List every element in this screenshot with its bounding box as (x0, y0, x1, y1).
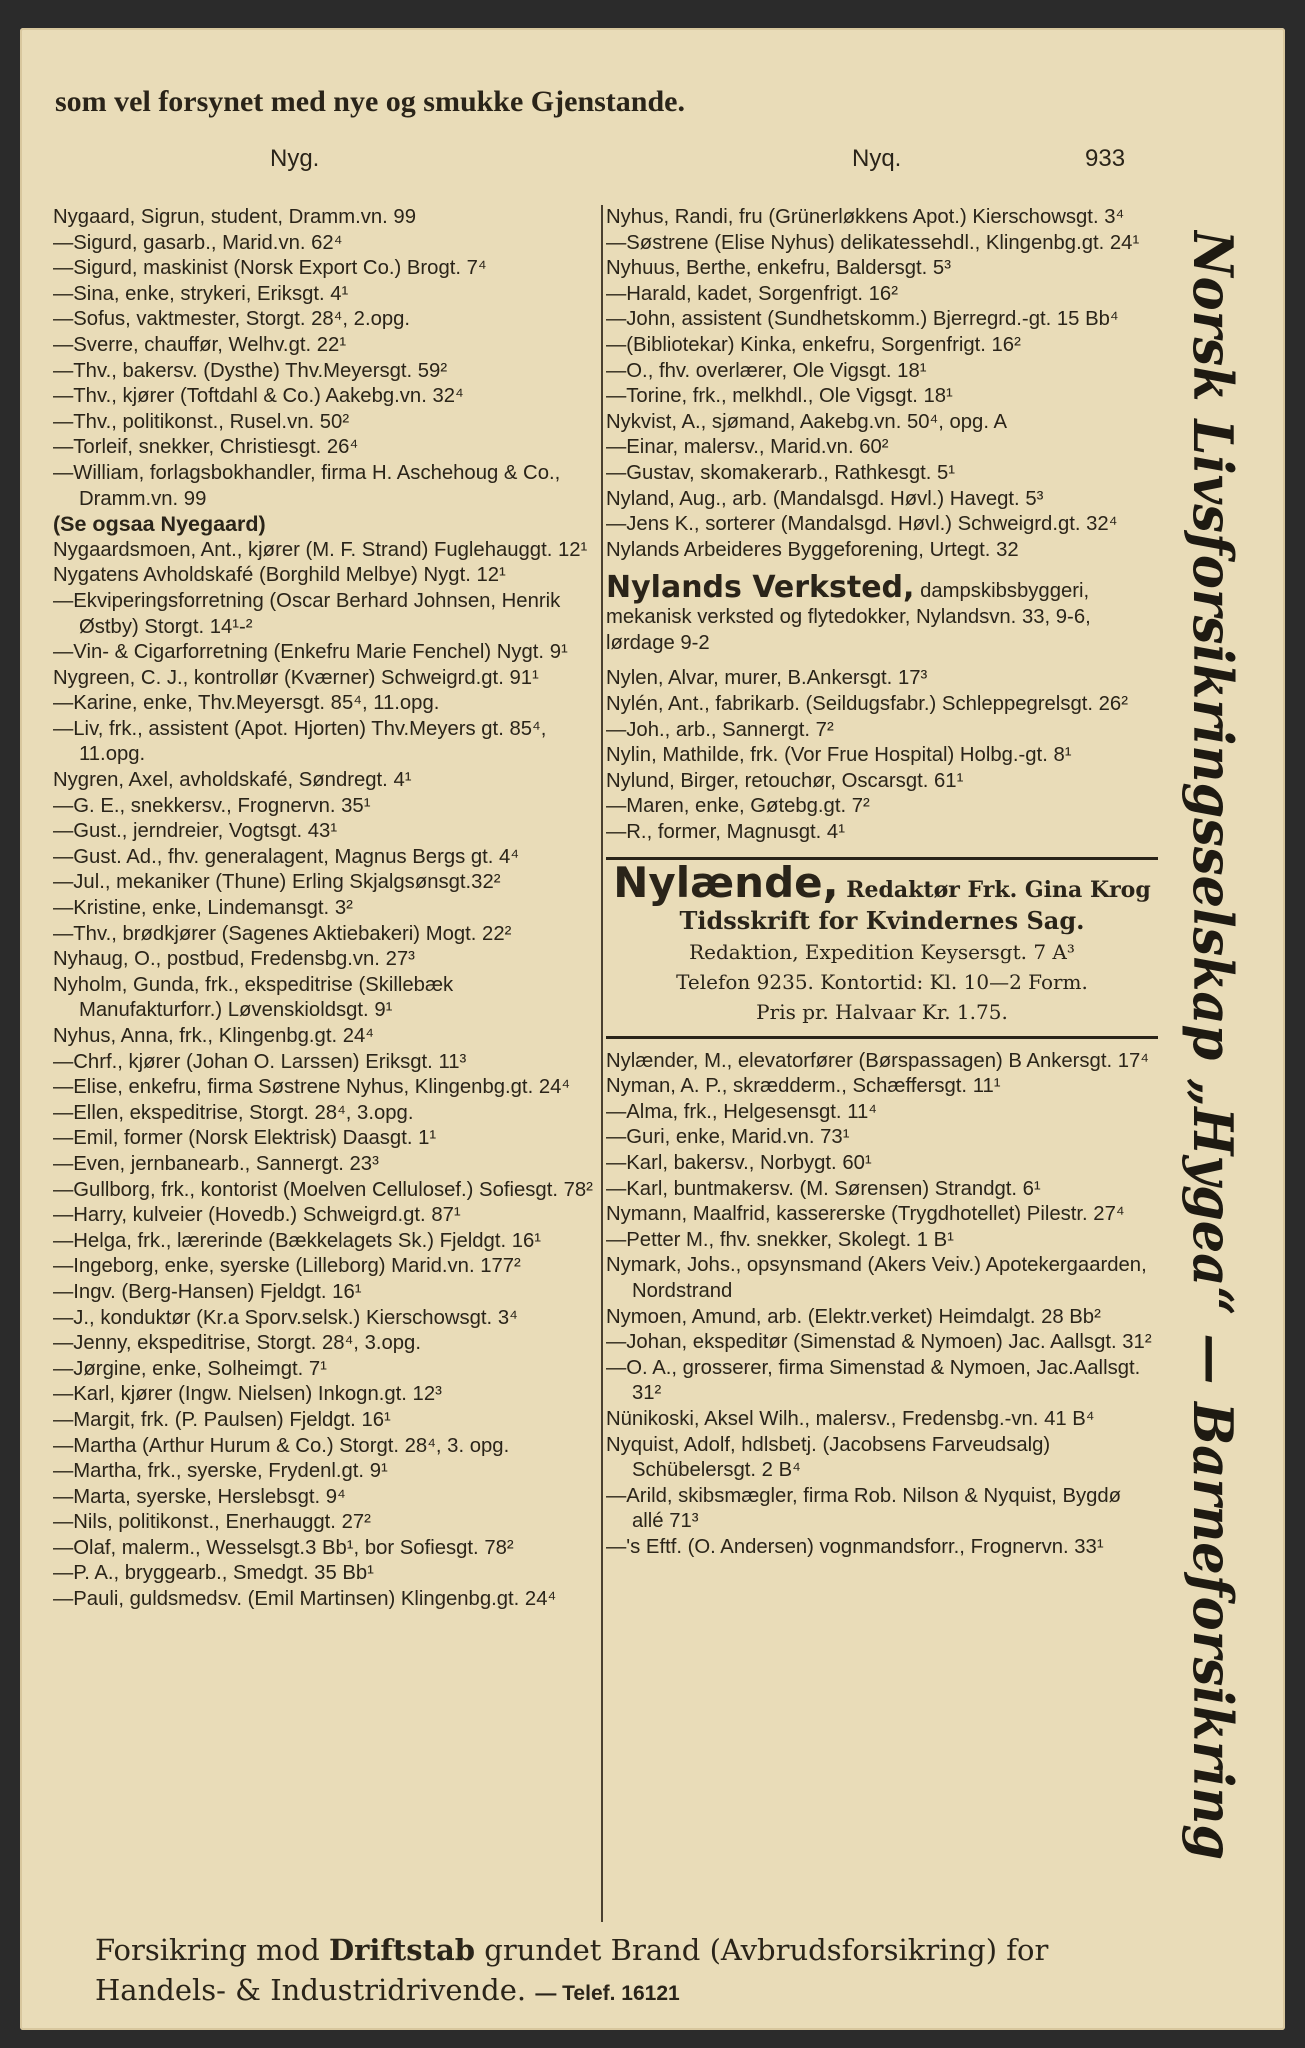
ad-subtitle: Tidsskrift for Kvindernes Sag. (679, 906, 1085, 936)
directory-entry: Nymoen, Amund, arb. (Elektr.verket) Heimdalgt. 28 Bb² (606, 1305, 1101, 1328)
ad-editor: Redaktør Frk. Gina Krog (846, 877, 1151, 904)
directory-entry: Nygaard, Sigrun, student, Dramm.vn. 99 (53, 206, 416, 228)
directory-entry: —Chrf., kjører (Johan O. Larssen) Eriksgt. 11³ (53, 1050, 467, 1073)
directory-entry: —O. A., grosserer, firma Simenstad & Nymoen, Jac.Aallsgt. 31² (606, 1356, 1141, 1405)
directory-entry: —Petter M., fhv. snekker, Skolegt. 1 B¹ (606, 1228, 954, 1251)
directory-entry: —R., former, Magnusgt. 4¹ (606, 820, 845, 843)
directory-entry: —Thv., brødkjører (Sagenes Aktiebakeri) Mogt. 22² (53, 922, 512, 945)
directory-entry: —Maren, enke, Gøtebg.gt. 7² (606, 795, 870, 818)
directory-entry: —Jul., mekaniker (Thune) Erling Skjalgsønsgt.32² (53, 871, 501, 894)
directory-entry: —Ingeborg, enke, syerske (Lilleborg) Marid.vn. 177² (53, 1255, 521, 1278)
directory-entry: —John, assistent (Sundhetskomm.) Bjerregrd.-gt. 15 Bb⁴ (606, 308, 1119, 331)
directory-entry: —Elise, enkefru, firma Søstrene Nyhus, Klingenbg.gt. 24⁴ (53, 1076, 571, 1099)
directory-entry: —William, forlagsbokhandler, firma H. Aschehoug & Co., Dramm.vn. 99 (53, 461, 561, 510)
directory-entry: Nylands Arbeideres Byggeforening, Urtegt. 32 (606, 538, 1019, 561)
directory-entry: —Harald, kadet, Sorgenfrigt. 16² (606, 282, 898, 305)
directory-entry: Nünikoski, Aksel Wilh., malersv., Fredensbg.-vn. 41 B⁴ (606, 1407, 1095, 1430)
directory-entry: Nygreen, C. J., kontrollør (Kværner) Schweigrd.gt. 91¹ (53, 666, 539, 689)
directory-entry: —Even, jernbanearb., Sannergt. 23³ (53, 1152, 379, 1175)
nylaende-advertisement (606, 857, 1158, 1038)
directory-entry: —Einar, malersv., Marid.vn. 60² (606, 436, 889, 459)
top-advertisement: som vel forsynet med nye og smukke Gjenstande. (55, 85, 685, 118)
bottom-ad-bold: Driftstab (328, 1933, 476, 1967)
directory-entry: —Sigurd, gasarb., Marid.vn. 62⁴ (53, 231, 343, 254)
page-number: 933 (1085, 145, 1126, 172)
directory-entry: —(Bibliotekar) Kinka, enkefru, Sorgenfrigt. 16² (606, 333, 1021, 356)
directory-entry: Nylund, Birger, retouchør, Oscarsgt. 61¹ (606, 769, 964, 792)
directory-entry: —Martha (Arthur Hurum & Co.) Storgt. 28⁴, 3. opg. (53, 1434, 510, 1457)
directory-entry: —Karl, bakersv., Norbygt. 60¹ (606, 1152, 872, 1175)
directory-entry: —Jens K., sorterer (Mandalsgd. Høvl.) Schweigrd.gt. 32⁴ (606, 513, 1118, 536)
directory-entry: —Nils, politikonst., Enerhauggt. 27² (53, 1511, 371, 1534)
directory-entry: —Sina, enke, strykeri, Eriksgt. 4¹ (53, 282, 349, 305)
directory-entry: —Ekviperingsforretning (Oscar Berhard Johnsen, Henrik Østby) Storgt. 14¹-² (53, 589, 561, 638)
directory-entry: —Sofus, vaktmester, Storgt. 28⁴, 2.opg. (53, 308, 411, 331)
header-left: Nyg. (270, 145, 320, 172)
directory-entry: —Sverre, chauffør, Welhv.gt. 22¹ (53, 333, 347, 356)
directory-entry: —Jenny, ekspeditrise, Storgt. 28⁴, 3.opg. (53, 1332, 421, 1355)
column-divider (601, 205, 603, 1922)
big-entry-name: Nylands Verksted, (606, 570, 915, 606)
ad-line-3: Pris pr. Halvaar Kr. 1.75. (756, 999, 1008, 1024)
directory-entry: Nygatens Avholdskafé (Borghild Melbye) Nygt. 12¹ (53, 564, 506, 587)
ad-name: Nylænde, (613, 858, 839, 908)
directory-entry: Nyman, A. P., skrædderm., Schæffersgt. 11¹ (606, 1075, 1001, 1098)
directory-entry: —Emil, former (Norsk Elektrisk) Daasgt. 1¹ (53, 1127, 437, 1150)
directory-entry: Nyhuus, Berthe, enkefru, Baldersgt. 5³ (606, 257, 951, 280)
right-column-part-a (606, 205, 1158, 563)
directory-entry: —Søstrene (Elise Nyhus) delikatessehdl., Klingenbg.gt. 24¹ (606, 231, 1140, 254)
header-mid: Nyq. (852, 145, 902, 172)
directory-entry: —Marta, syerske, Herslebsgt. 9⁴ (53, 1485, 346, 1508)
bottom-ad-part-1: Forsikring mod (95, 1933, 329, 1967)
directory-entry: —Johan, ekspeditør (Simenstad & Nymoen) Jac. Aallsgt. 31² (606, 1331, 1152, 1354)
directory-entry: Nygren, Axel, avholdskafé, Søndregt. 4¹ (53, 769, 412, 792)
directory-entry: —Karl, buntmakersv. (M. Sørensen) Strandgt. 6¹ (606, 1177, 1041, 1200)
directory-entry: —Liv, frk., assistent (Apot. Hjorten) Thv.Meyers gt. 85⁴, 11.opg. (53, 717, 547, 766)
directory-entry: Nylin, Mathilde, frk. (Vor Frue Hospital) Holbg.-gt. 8¹ (606, 744, 1072, 767)
big-entry-nylands-verksted (606, 570, 1158, 656)
directory-entry: —Sigurd, maskinist (Norsk Export Co.) Brogt. 7⁴ (53, 257, 487, 280)
directory-entry: —'s Eftf. (O. Andersen) vognmandsforr., Frognervn. 33¹ (606, 1535, 1104, 1558)
directory-entry: —Gust., jerndreier, Vogtsgt. 43¹ (53, 820, 338, 843)
directory-entry: —Guri, enke, Marid.vn. 73¹ (606, 1126, 850, 1149)
directory-entry: Nylén, Ant., fabrikarb. (Seildugsfabr.) Schleppegrelsgt. 26² (606, 692, 1128, 715)
directory-entry: —Torleif, snekker, Christiesgt. 26⁴ (53, 436, 359, 459)
directory-entry: —O., fhv. overlærer, Ole Vigsgt. 18¹ (606, 359, 927, 382)
directory-entry: Nyland, Aug., arb. (Mandalsgd. Høvl.) Havegt. 5³ (606, 487, 1044, 510)
big-entry-text: dampskibsbyggeri, mekanisk verksted og flytedokker, Nylandsvn. 33, 9-6, lørdage 9-2 (606, 580, 1091, 655)
left-column (53, 205, 598, 1613)
directory-entry: Nyhus, Anna, frk., Klingenbg.gt. 24⁴ (53, 1025, 375, 1047)
directory-entry: —Thv., politikonst., Rusel.vn. 50² (53, 410, 350, 433)
directory-entry: —Karl, kjører (Ingw. Nielsen) Inkogn.gt. 12³ (53, 1383, 442, 1406)
ad-line-1: Redaktion, Expedition Keysersgt. 7 A³ (689, 939, 1075, 964)
bottom-ad-telephone: — Telef. 16121 (535, 1982, 680, 2005)
directory-entry: —P. A., bryggearb., Smedgt. 35 Bb¹ (53, 1562, 374, 1585)
right-column-part-c (606, 1049, 1158, 1561)
bottom-ad-part-2: grundet Brand (Avbrudsforsikring) for Handels- & Industridrivende. (95, 1933, 1049, 2007)
directory-entry: —Joh., arb., Sannergt. 7² (606, 718, 834, 741)
directory-entry: Nyhus, Randi, fru (Grünerløkkens Apot.) Kierschowsgt. 3⁴ (606, 206, 1125, 228)
right-column-part-b (606, 666, 1158, 845)
right-column (606, 205, 1158, 1561)
directory-entry: —Gust. Ad., fhv. generalagent, Magnus Bergs gt. 4⁴ (53, 845, 520, 868)
side-advertisement-text: Norsk Livsforsikringsselskap „Hygea“ — Barneforsikring (1181, 230, 1245, 1870)
directory-entry: —Margit, frk. (P. Paulsen) Fjeldgt. 16¹ (53, 1408, 391, 1431)
directory-entry: —Gullborg, frk., kontorist (Moelven Cellulosef.) Sofiesgt. 78² (53, 1178, 593, 1201)
directory-entry: —Helga, frk., lærerinde (Bækkelagets Sk.) Fjeldgt. 16¹ (53, 1229, 542, 1252)
directory-entry: —Kristine, enke, Lindemansgt. 3² (53, 897, 353, 920)
directory-entry: —Pauli, guldsmedsv. (Emil Martinsen) Klingenbg.gt. 24⁴ (53, 1588, 557, 1611)
ad-line-2: Telefon 9235. Kontortid: Kl. 10—2 Form. (676, 969, 1088, 994)
directory-entry: —Ingv. (Berg-Hansen) Fjeldgt. 16¹ (53, 1280, 362, 1303)
directory-entry: Nyquist, Adolf, hdlsbetj. (Jacobsens Farveudsalg) Schübelersgt. 2 B⁴ (606, 1433, 1051, 1482)
directory-entry: —Torine, frk., melkhdl., Ole Vigsgt. 18¹ (606, 385, 953, 408)
directory-entry: —Jørgine, enke, Solheimgt. 7¹ (53, 1357, 327, 1380)
directory-entry: Nyholm, Gunda, frk., ekspeditrise (Skillebæk Manufakturforr.) Løvenskioldsgt. 9¹ (53, 973, 454, 1022)
directory-entry: Nyhaug, O., postbud, Fredensbg.vn. 27³ (53, 948, 415, 971)
directory-entry: Nymark, Johs., opsynsmand (Akers Veiv.) Apotekergaarden, Nordstrand (606, 1254, 1147, 1302)
directory-entry: Nylen, Alvar, murer, B.Ankersgt. 17³ (606, 667, 928, 690)
directory-entry: —Thv., bakersv. (Dysthe) Thv.Meyersgt. 59² (53, 359, 448, 382)
directory-entry: Nykvist, A., sjømand, Aakebg.vn. 50⁴, opg. A (606, 410, 1008, 433)
directory-entry: Nylænder, M., elevatorfører (Børspassagen) B Ankersgt. 17⁴ (606, 1049, 1149, 1072)
bottom-advertisement (95, 1930, 1155, 2014)
directory-entry: —Harry, kulveier (Hovedb.) Schweigrd.gt. 87¹ (53, 1204, 461, 1227)
directory-entry: —Thv., kjører (Toftdahl & Co.) Aakebg.vn. 32⁴ (53, 385, 464, 408)
directory-entry: —Arild, skibsmægler, firma Rob. Nilson & Nyquist, Bygdø allé 71³ (606, 1484, 1122, 1533)
directory-entry: —Vin- & Cigarforretning (Enkefru Marie Fenchel) Nygt. 9¹ (53, 641, 568, 664)
directory-entry: —Ellen, ekspeditrise, Storgt. 28⁴, 3.opg. (53, 1101, 414, 1124)
side-advertisement (1172, 230, 1254, 1870)
directory-entry: (Se ogsaa Nyegaard) (53, 512, 266, 537)
directory-entry: —Martha, frk., syerske, Frydenl.gt. 9¹ (53, 1460, 388, 1483)
directory-entry: Nygaardsmoen, Ant., kjører (M. F. Strand) Fuglehauggt. 12¹ (53, 538, 588, 561)
directory-entry: —Olaf, malerm., Wesselsgt.3 Bb¹, bor Sofiesgt. 78² (53, 1536, 514, 1559)
directory-entry: Nymann, Maalfrid, kassererske (Trygdhotellet) Pilestr. 27⁴ (606, 1203, 1125, 1226)
directory-entry: —Karine, enke, Thv.Meyersgt. 85⁴, 11.opg. (53, 692, 440, 715)
directory-entry: —G. E., snekkersv., Frognervn. 35¹ (53, 794, 371, 817)
directory-entry: —J., konduktør (Kr.a Sporv.selsk.) Kierschowsgt. 3⁴ (53, 1306, 518, 1329)
directory-entry: —Alma, frk., Helgesensgt. 11⁴ (606, 1100, 877, 1123)
side-advertisement-svg (1172, 230, 1254, 1870)
directory-entry: —Gustav, skomakerarb., Rathkesgt. 5¹ (606, 461, 956, 484)
